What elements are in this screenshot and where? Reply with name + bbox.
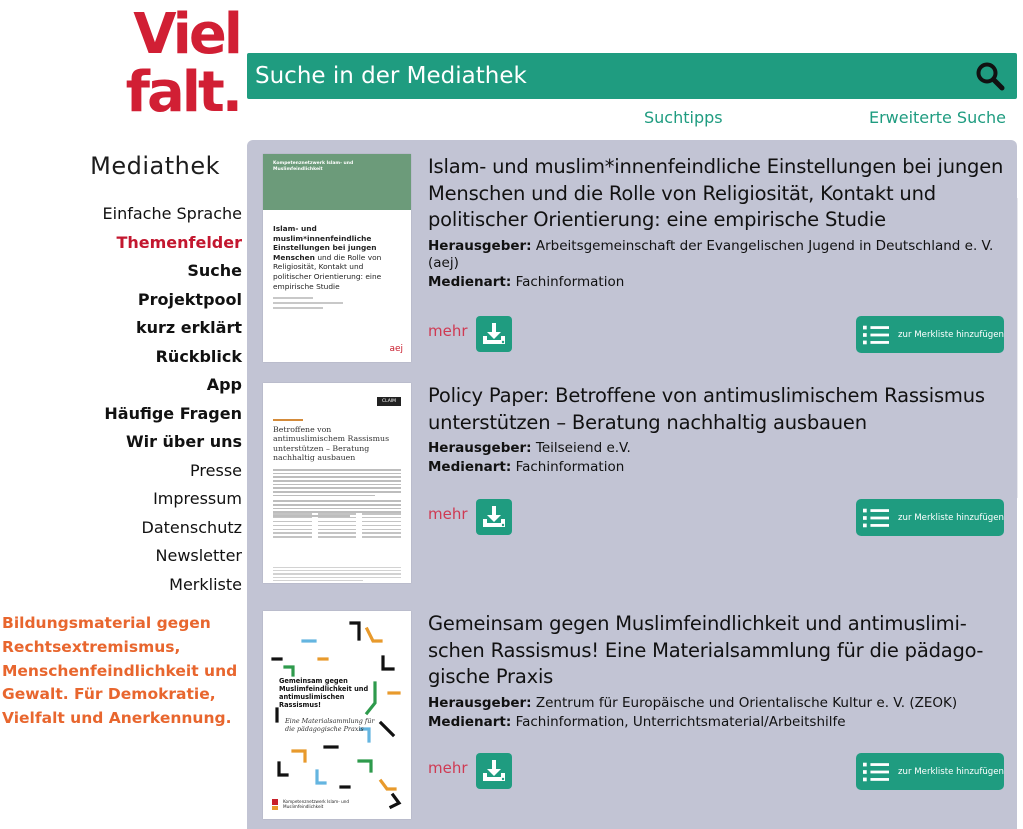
download-button[interactable] (476, 316, 512, 352)
media-type-label: Medienart: (428, 273, 512, 290)
result-title[interactable]: Policy Paper: Betroffene von antimuslimischem Rassismus unterstützen – Beratung nachhaltig ausbauen (428, 384, 985, 434)
more-link[interactable]: mehr (428, 759, 468, 777)
add-to-watchlist-label: zur Merkliste hinzufügen (898, 766, 1004, 777)
cover-title-rest: und die Rolle von Religiosität, Kontakt und politischer Orientierung: eine empirische Studie (273, 252, 382, 291)
cover-body-text (273, 469, 401, 519)
publisher-value: Arbeitsgemeinschaft der Evangelischen Jugend in Deutschland e. V. (aej) (428, 237, 994, 271)
search-tips-link[interactable]: Suchtipps (644, 108, 723, 127)
cover-publisher-logo: aej (389, 344, 403, 354)
add-to-watchlist-label: zur Merkliste hinzufügen (898, 329, 1004, 340)
sidebar-item-projektpool[interactable]: Projektpool (137, 289, 242, 309)
add-to-watchlist-button[interactable] (856, 499, 1004, 536)
results-panel (247, 140, 1017, 829)
result-media-type (428, 459, 1008, 476)
cover-kicker-line (273, 419, 303, 421)
cover-subtitle: Eine Materialsammlung für die pädagogische Praxis (285, 717, 375, 733)
result-title[interactable]: Gemeinsam gegen Muslimfeindlichkeit und antimuslimischen Rassismus! Eine Materialsammlung für die pädagogische Praxis (428, 612, 984, 688)
more-link[interactable]: mehr (428, 322, 468, 340)
result-info (428, 383, 1008, 476)
cover-title: Gemeinsam gegen Muslimfeindlichkeit und antimuslimischen Rassismus! (279, 677, 369, 709)
cover-footnotes (273, 567, 401, 583)
result-title[interactable]: Islam- und muslim*innenfeindliche Einstellungen bei jungen Menschen und die Rolle von Religiosität, Kontakt und politischer Orientierung: eine empirische Studie (428, 155, 1004, 231)
sidebar-item-app[interactable]: App (206, 375, 242, 394)
cover-header-band (263, 154, 411, 210)
result-cover-image[interactable] (263, 383, 411, 583)
sidebar-item-presse[interactable]: Presse (190, 460, 242, 480)
media-type-value: Fachinformation (515, 273, 625, 290)
result-actions (428, 316, 1008, 356)
search-input[interactable] (255, 63, 895, 89)
result-actions (428, 499, 1008, 539)
result-publisher (428, 238, 1008, 272)
publisher-label: Herausgeber: (428, 237, 532, 254)
cover-footer-text: Kompetenznetzwerk Islam- und Muslimfeindlichkeit (283, 799, 350, 809)
media-type-label: Medienart: (428, 459, 512, 475)
result-publisher (428, 440, 1008, 457)
sidebar-nav (60, 200, 242, 599)
sidebar-item-merkliste[interactable]: Merkliste (169, 574, 242, 594)
download-icon (476, 499, 512, 535)
search-links (560, 108, 1006, 127)
site-logo[interactable] (80, 2, 240, 125)
publisher-label: Herausgeber: (428, 694, 532, 711)
add-to-watchlist-button[interactable] (856, 316, 1004, 353)
logo-subtitle: Mediathek (90, 152, 220, 180)
result-media-type (428, 714, 1008, 731)
sidebar-item-newsletter[interactable]: Newsletter (155, 546, 242, 565)
cover-line-art (263, 611, 411, 819)
add-to-watchlist-button[interactable] (856, 753, 1004, 790)
download-icon (476, 316, 512, 352)
download-icon (476, 753, 512, 789)
cover-badge (377, 397, 401, 406)
sidebar-item-einfache-sprache[interactable]: Einfache Sprache (102, 204, 242, 223)
download-button[interactable] (476, 753, 512, 789)
sidebar-item-rueckblick[interactable]: Rückblick (155, 346, 242, 366)
media-type-value: Fachinformation (515, 459, 625, 475)
more-link[interactable]: mehr (428, 505, 468, 523)
result-publisher (428, 695, 1008, 712)
search-icon[interactable] (975, 61, 1005, 91)
sidebar-item-suche[interactable]: Suche (187, 261, 242, 280)
sidebar-item-wir-ueber-uns[interactable]: Wir über uns (125, 432, 242, 451)
sidebar-item-impressum[interactable]: Impressum (153, 489, 242, 508)
result-info (428, 154, 1008, 291)
cover-heading: Betroffene von antimuslimischem Rassismus unterstützen – Beratung nachhaltig ausbauen (273, 425, 390, 463)
sidebar-item-datenschutz[interactable]: Datenschutz (141, 517, 242, 537)
cover-bottom-logo (272, 799, 278, 810)
result-media-type (428, 274, 1008, 291)
download-button[interactable] (476, 499, 512, 535)
sidebar-item-haeufige-fragen[interactable]: Häufige Fragen (104, 403, 242, 423)
cover-header-text: Kompetenznetzwerk Islam- und Muslimfeindlichkeit (273, 161, 354, 172)
media-type-value: Fachinformation, Unterrichtsmaterial/Arbeitshilfe (515, 713, 846, 730)
cover-badge-text: CLAIM (381, 399, 397, 404)
result-cover-image[interactable] (263, 611, 411, 819)
cover-columns (273, 513, 401, 540)
result-actions (428, 753, 1008, 793)
cover-title (263, 210, 411, 291)
cover-title-bold: Islam- und muslim*innenfeindliche Einstellungen bei jungen Menschen (273, 224, 377, 262)
result-cover-image[interactable] (263, 154, 411, 362)
list-icon (863, 324, 889, 346)
media-type-label: Medienart: (428, 713, 512, 730)
sidebar-item-kurz-erklaert[interactable]: kurz erklärt (135, 318, 242, 337)
publisher-value: Zentrum für Europäische und Orientalische Kultur e. V. (ZEOK) (535, 694, 958, 711)
publisher-value: Teilseiend e.V. (535, 440, 631, 456)
logo-line-1: Viel (133, 2, 240, 67)
search-bar (247, 53, 1017, 99)
tagline: Bildungsmaterial gegen Rechtsextremismus, Menschenfeindlichkeit und Gewalt. Für Demokratie, Vielfalt und Anerkennung. (2, 614, 238, 728)
result-info (428, 611, 1008, 731)
list-icon (863, 507, 889, 529)
cover-small-print (263, 291, 411, 309)
list-icon (863, 761, 889, 783)
logo-line-2: falt. (125, 60, 240, 125)
publisher-label: Herausgeber: (428, 440, 532, 456)
advanced-search-link[interactable]: Erweiterte Suche (868, 108, 1006, 127)
sidebar-item-themenfelder[interactable]: Themenfelder (116, 232, 242, 252)
add-to-watchlist-label: zur Merkliste hinzufügen (898, 512, 1004, 523)
